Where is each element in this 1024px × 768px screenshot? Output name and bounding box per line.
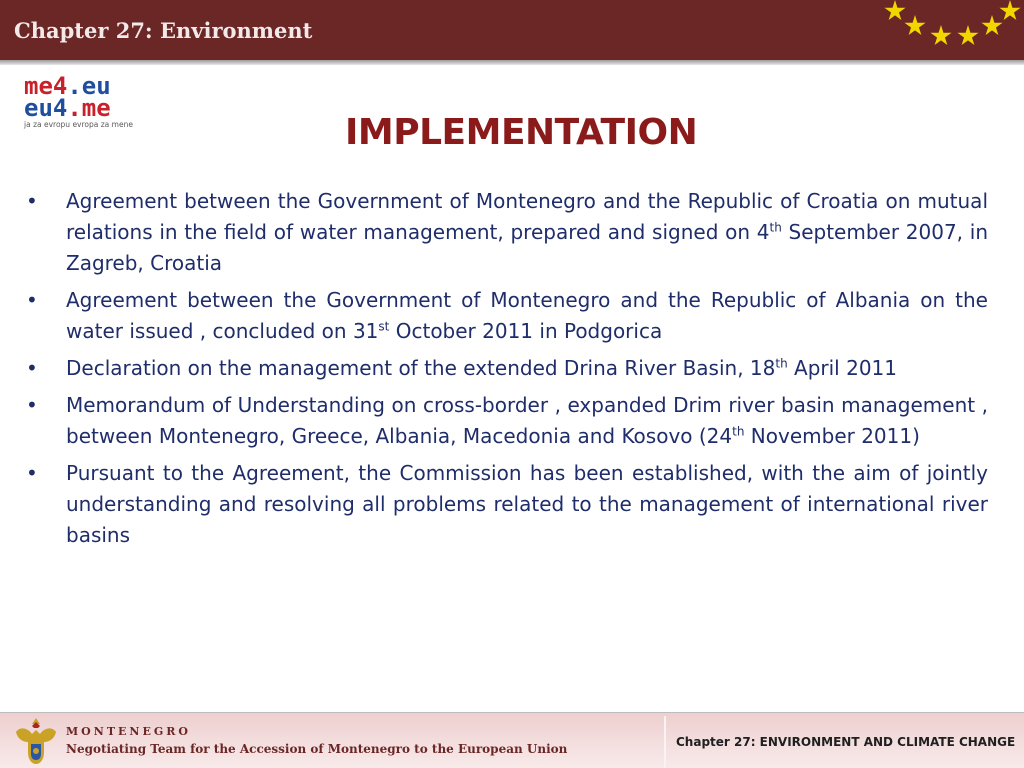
logo-text-eu: .eu (67, 72, 111, 100)
bullet-icon: • (26, 288, 38, 312)
item-text-end: November 2011) (744, 424, 920, 448)
list-item (26, 186, 988, 279)
list-item (26, 353, 988, 384)
bullet-icon: • (26, 356, 38, 380)
me4eu-logo (24, 72, 149, 139)
list-item (26, 285, 988, 347)
item-text: Pursuant to the Agreement, the Commission has been established, with the aim of jointly understanding and resolving all problems related to the management of international river basins (66, 461, 988, 547)
list-item (26, 458, 988, 551)
logo-text-me: .me (67, 94, 111, 122)
item-superscript: th (775, 356, 788, 371)
footer-country: MONTENEGRO (66, 725, 191, 738)
list-item (26, 390, 988, 452)
header-shadow (0, 60, 1024, 65)
item-text-end: October 2011 in Podgorica (389, 319, 663, 343)
item-superscript: st (378, 319, 390, 334)
item-superscript: th (769, 220, 782, 235)
logo-text-eu4: eu4 (24, 94, 68, 122)
bullet-icon: • (26, 461, 38, 485)
logo-text-me4: me4 (24, 72, 68, 100)
item-text: Declaration on the management of the extended Drina River Basin, 18 (66, 356, 776, 380)
logo-tagline: ja za evropu evropa za mene (24, 120, 133, 129)
footer-chapter: Chapter 27: ENVIRONMENT AND CLIMATE CHANGE (676, 735, 1016, 749)
item-text-end: April 2011 (787, 356, 897, 380)
chapter-title: Chapter 27: Environment (14, 18, 313, 43)
item-text-end: September 2007, in Zagreb, Croatia (66, 220, 988, 275)
bullet-list (26, 186, 988, 557)
page-title: IMPLEMENTATION (345, 112, 698, 153)
footer-team: Negotiating Team for the Accession of Montenegro to the European Union (66, 742, 568, 756)
coat-of-arms-icon (10, 716, 62, 766)
logo-line-2 (24, 94, 149, 122)
item-text: Memorandum of Understanding on cross-border , expanded Drim river basin management , between Montenegro, Greece, Albania, Macedonia and Kosovo (24 (66, 393, 988, 448)
item-text: Agreement between the Government of Montenegro and the Republic of Croatia on mutual relations in the field of water management, prepared and signed on 4 (66, 189, 988, 244)
item-text: Agreement between the Government of Montenegro and the Republic of Albania on the water issued , concluded on 31 (66, 288, 988, 343)
bullet-icon: • (26, 189, 38, 213)
item-superscript: th (732, 424, 745, 439)
footer-separator (664, 716, 666, 768)
bullet-icon: • (26, 393, 38, 417)
